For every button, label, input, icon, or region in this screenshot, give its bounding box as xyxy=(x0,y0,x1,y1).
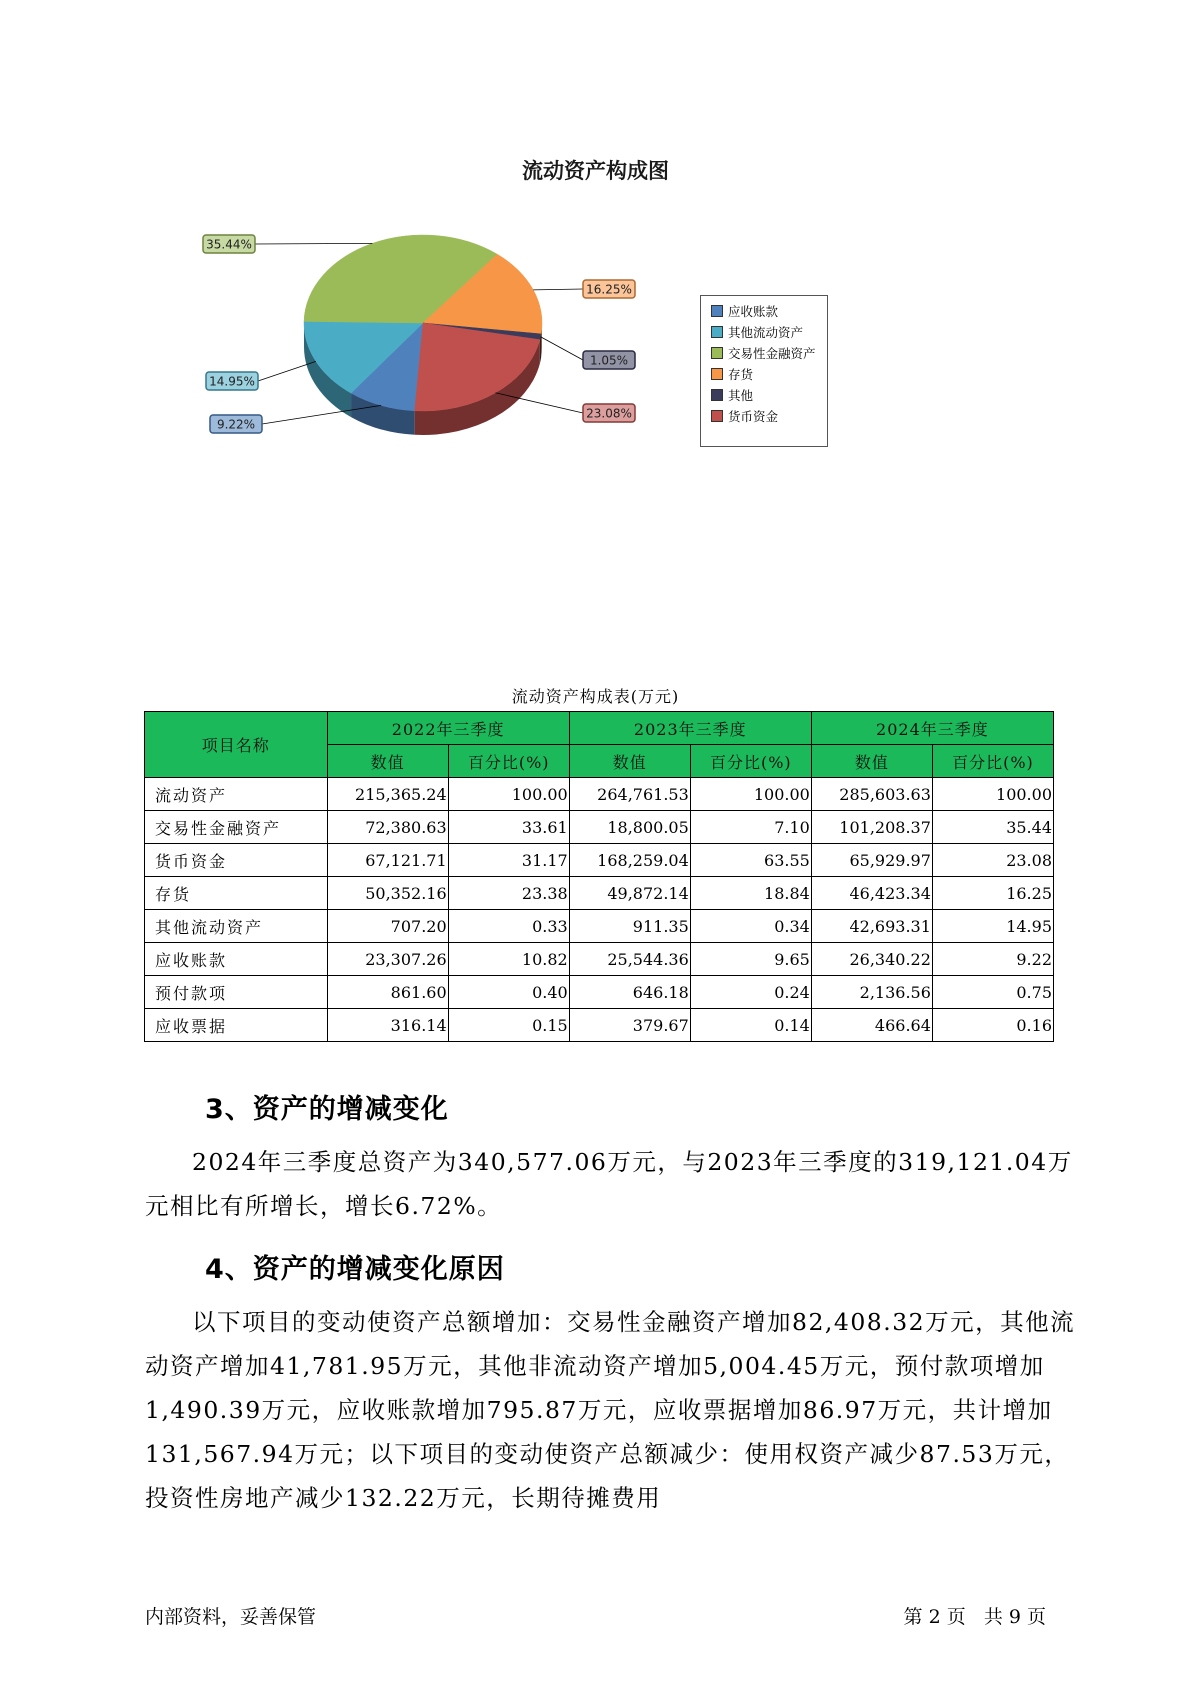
cell-percent: 0.16 xyxy=(932,1009,1053,1042)
table-row xyxy=(145,778,1054,811)
cell-percent: 100.00 xyxy=(448,778,569,811)
legend-label: 交易性金融资产 xyxy=(728,346,816,361)
legend-swatch xyxy=(711,389,723,401)
cell-value: 72,380.63 xyxy=(327,811,448,844)
section-4-heading: 4、资产的增减变化原因 xyxy=(205,1254,505,1285)
footer-page-number: 第 2 页 共 9 页 xyxy=(903,1606,1046,1628)
header-period-2023: 2023年三季度 xyxy=(569,712,811,745)
cell-percent: 23.08 xyxy=(932,844,1053,877)
cell-percent: 9.22 xyxy=(932,943,1053,976)
data-label: 14.95% xyxy=(209,374,255,389)
header-value: 数值 xyxy=(811,745,932,778)
header-value: 数值 xyxy=(569,745,690,778)
legend-label: 其他 xyxy=(728,388,754,403)
cell-value: 42,693.31 xyxy=(811,910,932,943)
cell-percent: 63.55 xyxy=(690,844,811,877)
cell-percent: 0.75 xyxy=(932,976,1053,1009)
row-name: 应收票据 xyxy=(145,1009,328,1042)
legend-label: 存货 xyxy=(728,367,754,382)
cell-percent: 0.15 xyxy=(448,1009,569,1042)
section-3-text: 2024年三季度总资产为340,577.06万元，与2023年三季度的319,121.04万元相比有所增长，增长6.72%。 xyxy=(145,1148,1073,1220)
table-row xyxy=(145,910,1054,943)
cell-percent: 0.33 xyxy=(448,910,569,943)
callout-line xyxy=(533,289,583,290)
cell-value: 26,340.22 xyxy=(811,943,932,976)
cell-percent: 23.38 xyxy=(448,877,569,910)
table-caption: 流动资产构成表(万元) xyxy=(511,687,680,706)
table-row xyxy=(145,811,1054,844)
footer-confidential: 内部资料，妥善保管 xyxy=(145,1606,317,1628)
table-row xyxy=(145,1009,1054,1042)
cell-value: 65,929.97 xyxy=(811,844,932,877)
header-percent: 百分比(%) xyxy=(932,745,1053,778)
cell-value: 25,544.36 xyxy=(569,943,690,976)
data-label: 23.08% xyxy=(586,406,632,421)
table-row xyxy=(145,844,1054,877)
legend-item xyxy=(711,409,778,425)
legend-item xyxy=(711,388,753,404)
chart-legend xyxy=(700,295,828,447)
data-label: 16.25% xyxy=(586,282,632,297)
row-name: 应收账款 xyxy=(145,943,328,976)
data-label: 9.22% xyxy=(216,417,256,432)
cell-percent: 14.95 xyxy=(932,910,1053,943)
cell-value: 168,259.04 xyxy=(569,844,690,877)
header-period-2024: 2024年三季度 xyxy=(811,712,1053,745)
pie-chart xyxy=(0,0,1191,520)
chart-title: 流动资产构成图 xyxy=(522,159,669,183)
cell-value: 101,208.37 xyxy=(811,811,932,844)
row-name: 货币资金 xyxy=(145,844,328,877)
cell-value: 861.60 xyxy=(327,976,448,1009)
cell-percent: 100.00 xyxy=(690,778,811,811)
cell-value: 215,365.24 xyxy=(327,778,448,811)
legend-item xyxy=(711,346,816,362)
table-row xyxy=(145,976,1054,1009)
cell-percent: 0.24 xyxy=(690,976,811,1009)
cell-value: 379.67 xyxy=(569,1009,690,1042)
cell-value: 2,136.56 xyxy=(811,976,932,1009)
legend-swatch xyxy=(711,326,723,338)
row-name: 存货 xyxy=(145,877,328,910)
data-label: 1.05% xyxy=(589,353,629,368)
row-name: 流动资产 xyxy=(145,778,328,811)
current-assets-table xyxy=(144,711,1054,1042)
table-row xyxy=(145,943,1054,976)
cell-percent: 0.34 xyxy=(690,910,811,943)
callout-line xyxy=(541,337,583,360)
cell-percent: 10.82 xyxy=(448,943,569,976)
header-percent: 百分比(%) xyxy=(690,745,811,778)
cell-percent: 100.00 xyxy=(932,778,1053,811)
cell-percent: 18.84 xyxy=(690,877,811,910)
cell-percent: 7.10 xyxy=(690,811,811,844)
cell-percent: 9.65 xyxy=(690,943,811,976)
header-period-2022: 2022年三季度 xyxy=(327,712,569,745)
callout-line xyxy=(258,361,316,381)
legend-swatch xyxy=(711,368,723,380)
cell-value: 50,352.16 xyxy=(327,877,448,910)
row-name: 预付款项 xyxy=(145,976,328,1009)
legend-label: 应收账款 xyxy=(728,304,779,319)
cell-percent: 35.44 xyxy=(932,811,1053,844)
legend-item xyxy=(711,304,778,320)
cell-value: 49,872.14 xyxy=(569,877,690,910)
legend-swatch xyxy=(711,410,723,422)
callout-line xyxy=(255,243,372,244)
data-label: 35.44% xyxy=(206,237,252,252)
cell-percent: 0.40 xyxy=(448,976,569,1009)
cell-value: 264,761.53 xyxy=(569,778,690,811)
cell-value: 466.64 xyxy=(811,1009,932,1042)
cell-value: 316.14 xyxy=(327,1009,448,1042)
legend-label: 其他流动资产 xyxy=(728,325,804,340)
header-value: 数值 xyxy=(327,745,448,778)
row-name: 其他流动资产 xyxy=(145,910,328,943)
cell-value: 707.20 xyxy=(327,910,448,943)
cell-value: 911.35 xyxy=(569,910,690,943)
cell-percent: 33.61 xyxy=(448,811,569,844)
legend-swatch xyxy=(711,305,723,317)
cell-value: 285,603.63 xyxy=(811,778,932,811)
cell-value: 67,121.71 xyxy=(327,844,448,877)
row-name: 交易性金融资产 xyxy=(145,811,328,844)
header-percent: 百分比(%) xyxy=(448,745,569,778)
legend-swatch xyxy=(711,347,723,359)
legend-item xyxy=(711,367,753,383)
legend-label: 货币资金 xyxy=(728,409,779,424)
header-item-name: 项目名称 xyxy=(145,712,328,778)
section-4-text: 以下项目的变动使资产总额增加：交易性金融资产增加82,408.32万元，其他流动资产增加41,781.95万元，其他非流动资产增加5,004.45万元，预付款项增加1,490.39万元，应收账款增加795.87万元，应收票据增加86.97万元，共计增加131,567.94万元；以下项目的变动使资产总额减少：使用权资产减少87.53万元，投资性房地产减少132.22万元，长期待摊费用 xyxy=(145,1308,1076,1512)
cell-percent: 0.14 xyxy=(690,1009,811,1042)
table-row xyxy=(145,877,1054,910)
legend-item xyxy=(711,325,803,341)
cell-value: 23,307.26 xyxy=(327,943,448,976)
cell-percent: 16.25 xyxy=(932,877,1053,910)
cell-value: 46,423.34 xyxy=(811,877,932,910)
cell-value: 18,800.05 xyxy=(569,811,690,844)
cell-percent: 31.17 xyxy=(448,844,569,877)
cell-value: 646.18 xyxy=(569,976,690,1009)
section-3-heading: 3、资产的增减变化 xyxy=(205,1094,449,1125)
